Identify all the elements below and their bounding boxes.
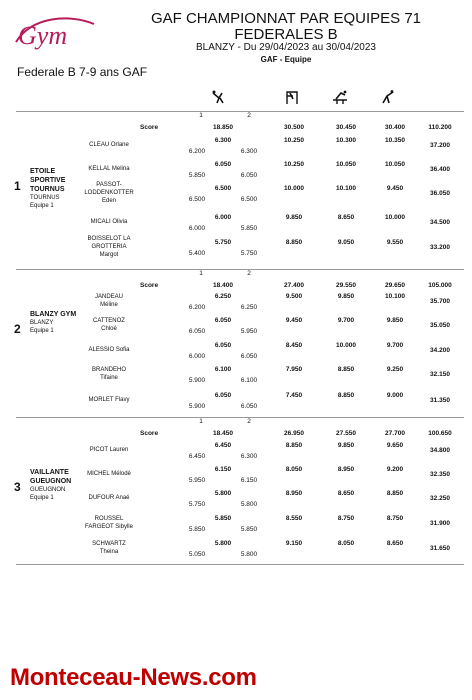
gymnast-name: SCHWARTZ	[92, 541, 126, 547]
gymnast-vault-score: 6.450	[214, 442, 232, 449]
team-rank: 2	[14, 322, 21, 336]
gymnast-name: Eden	[101, 198, 116, 204]
gymnast-name: LODDENKOTTER	[84, 190, 134, 196]
gymnast-vault-1: 6.500	[188, 196, 206, 203]
gymnast-vault-1: 5.850	[188, 172, 206, 179]
gymnast-total-score: 34.800	[430, 447, 450, 454]
gymnast-name: ROUSSEL	[94, 516, 124, 522]
event-dates: BLANZY - Du 29/04/2023 au 30/04/2023	[196, 42, 376, 53]
uneven-bars-icon	[284, 89, 300, 105]
gymnast-vault-1: 5.900	[188, 377, 206, 384]
gymnast-vault-score: 6.050	[214, 317, 232, 324]
gymnast-name: MICALI Olivia	[90, 219, 128, 225]
gymnast-total-score: 33.200	[430, 244, 450, 251]
gymnast-total-score: 37.200	[430, 142, 450, 149]
team-vault-score: 18.450	[213, 430, 233, 437]
column-number-1: 1	[199, 270, 203, 277]
gymnast-name: Margot	[99, 252, 119, 258]
gymnast-name: DUFOUR Anaé	[88, 495, 130, 501]
team-city: BLANZY	[30, 320, 54, 326]
team-vault-score: 18.400	[213, 282, 233, 289]
team-total-score: 100.650	[428, 430, 452, 437]
gymnast-vault-score: 6.500	[214, 185, 232, 192]
gym-logo	[10, 12, 98, 52]
team-floor-score: 29.650	[385, 282, 405, 289]
gymnast-beam-score: 9.850	[337, 442, 355, 449]
gymnast-beam-score: 8.650	[337, 490, 355, 497]
balance-beam-icon	[332, 89, 348, 105]
gymnast-floor-score: 8.750	[386, 515, 404, 522]
gymnast-name: BRANDEHO	[91, 367, 126, 373]
gymnast-floor-score: 9.700	[386, 342, 404, 349]
team-label: Equipe 1	[30, 328, 54, 334]
gymnast-floor-score: 10.350	[385, 137, 405, 144]
team-total-score: 105.000	[428, 282, 452, 289]
team-city: TOURNUS	[30, 195, 60, 201]
column-number-2: 2	[247, 270, 251, 277]
team-beam-score: 27.550	[336, 430, 356, 437]
gymnast-floor-score: 9.850	[386, 317, 404, 324]
gymnast-beam-score: 9.850	[337, 293, 355, 300]
gymnast-name: ALESSIO Sofia	[88, 347, 130, 353]
gymnast-total-score: 31.650	[430, 545, 450, 552]
gymnast-total-score: 36.050	[430, 190, 450, 197]
team-bars-score: 27.400	[284, 282, 304, 289]
gymnast-vault-2: 6.050	[240, 403, 258, 410]
gymnast-beam-score: 8.050	[337, 540, 355, 547]
team-beam-score: 29.550	[336, 282, 356, 289]
gymnast-vault-2: 6.250	[240, 304, 258, 311]
page-title: GAF CHAMPIONNAT PAR EQUIPES 71	[150, 10, 422, 27]
gymnast-total-score: 36.400	[430, 166, 450, 173]
team-floor-score: 27.700	[385, 430, 405, 437]
gymnast-floor-score: 9.250	[386, 366, 404, 373]
gymnast-vault-2: 6.050	[240, 172, 258, 179]
gymnast-beam-score: 10.100	[336, 185, 356, 192]
gymnast-vault-score: 6.000	[214, 214, 232, 221]
gymnast-bars-score: 8.850	[285, 442, 303, 449]
gymnast-vault-1: 5.900	[188, 403, 206, 410]
gymnast-name: Méline	[100, 302, 118, 308]
gymnast-total-score: 34.500	[430, 219, 450, 226]
gymnast-beam-score: 10.000	[336, 342, 356, 349]
gymnast-vault-score: 6.300	[214, 137, 232, 144]
divider	[16, 269, 464, 270]
team-label: Equipe 1	[30, 203, 54, 209]
gymnast-vault-2: 6.300	[240, 148, 258, 155]
gymnast-name: MICHEL Mélodé	[87, 471, 131, 477]
gymnast-floor-score: 10.000	[385, 214, 405, 221]
gymnast-vault-score: 5.800	[214, 490, 232, 497]
gymnast-vault-2: 5.850	[240, 526, 258, 533]
team-label: Equipe 1	[30, 495, 54, 501]
team-name: ETOILE	[30, 168, 56, 175]
column-number-2: 2	[247, 418, 251, 425]
vault-icon	[210, 89, 226, 105]
team-rank: 1	[14, 179, 21, 193]
gymnast-vault-1: 6.200	[188, 148, 206, 155]
gymnast-vault-2: 6.050	[240, 353, 258, 360]
gymnast-vault-score: 6.150	[214, 466, 232, 473]
gymnast-vault-2: 6.300	[240, 453, 258, 460]
gymnast-beam-score: 8.650	[337, 214, 355, 221]
gymnast-beam-score: 8.750	[337, 515, 355, 522]
gymnast-floor-score: 9.650	[386, 442, 404, 449]
gymnast-floor-score: 10.050	[385, 161, 405, 168]
gymnast-bars-score: 10.250	[284, 137, 304, 144]
gymnast-vault-score: 6.050	[214, 161, 232, 168]
gymnast-vault-1: 6.000	[188, 225, 206, 232]
team-name: SPORTIVE	[30, 177, 66, 184]
gymnast-vault-1: 5.750	[188, 501, 206, 508]
gymnast-vault-2: 5.850	[240, 225, 258, 232]
gymnast-floor-score: 9.450	[386, 185, 404, 192]
gymnast-total-score: 31.350	[430, 397, 450, 404]
gymnast-name: CLEAU Orlane	[89, 142, 129, 148]
gymnast-total-score: 31.900	[430, 520, 450, 527]
gymnast-total-score: 32.350	[430, 471, 450, 478]
gymnast-bars-score: 8.950	[285, 490, 303, 497]
page-subtitle: FEDERALES B	[234, 26, 338, 43]
gymnast-bars-score: 9.150	[285, 540, 303, 547]
gymnast-floor-score: 10.100	[385, 293, 405, 300]
divider	[16, 564, 464, 565]
gymnast-bars-score: 10.000	[284, 185, 304, 192]
gymnast-total-score: 35.700	[430, 298, 450, 305]
gymnast-bars-score: 8.050	[285, 466, 303, 473]
gymnast-vault-2: 5.800	[240, 501, 258, 508]
gymnast-vault-score: 6.250	[214, 293, 232, 300]
gymnast-bars-score: 7.450	[285, 392, 303, 399]
gymnast-name: KELLAL Melina	[88, 166, 130, 172]
category-label: Federale B 7-9 ans GAF	[17, 65, 148, 79]
gymnast-vault-score: 5.850	[214, 515, 232, 522]
gymnast-floor-score: 9.000	[386, 392, 404, 399]
gymnast-floor-score: 8.850	[386, 490, 404, 497]
gymnast-vault-2: 5.950	[240, 328, 258, 335]
team-name: VAILLANTE	[30, 469, 69, 476]
gymnast-name: Tifaine	[100, 375, 118, 381]
team-floor-score: 30.400	[385, 124, 405, 131]
floor-icon	[380, 89, 396, 105]
gymnast-vault-1: 6.050	[188, 328, 206, 335]
gymnast-beam-score: 9.700	[337, 317, 355, 324]
gymnast-name: GROTTERIA	[91, 244, 127, 250]
gymnast-bars-score: 9.850	[285, 214, 303, 221]
gymnast-beam-score: 10.050	[336, 161, 356, 168]
gymnast-name: BOISSELOT LA	[87, 236, 131, 242]
gymnast-vault-score: 5.750	[214, 239, 232, 246]
gymnast-total-score: 32.250	[430, 495, 450, 502]
gymnast-name: MORLET Flavy	[88, 397, 130, 403]
team-beam-score: 30.450	[336, 124, 356, 131]
gymnast-vault-2: 5.800	[240, 551, 258, 558]
footer-site: Monteceau-News.com	[10, 664, 257, 691]
gymnast-beam-score: 8.850	[337, 366, 355, 373]
column-number-1: 1	[199, 418, 203, 425]
gymnast-total-score: 35.050	[430, 322, 450, 329]
team-total-score: 110.200	[428, 124, 452, 131]
gymnast-bars-score: 8.450	[285, 342, 303, 349]
gymnast-bars-score: 7.950	[285, 366, 303, 373]
gymnast-bars-score: 9.450	[285, 317, 303, 324]
team-bars-score: 26.950	[284, 430, 304, 437]
gymnast-name: FARGEOT Sibylle	[85, 524, 133, 530]
gymnast-vault-2: 6.150	[240, 477, 258, 484]
team-name: BLANZY GYM	[30, 311, 77, 318]
gymnast-vault-1: 5.950	[188, 477, 206, 484]
gymnast-floor-score: 9.550	[386, 239, 404, 246]
gymnast-vault-score: 6.050	[214, 342, 232, 349]
gymnast-name: JANDEAU	[94, 294, 123, 300]
team-rank: 3	[14, 480, 21, 494]
gymnast-floor-score: 8.650	[386, 540, 404, 547]
gymnast-vault-score: 6.100	[214, 366, 232, 373]
gymnast-total-score: 32.150	[430, 371, 450, 378]
gymnast-name: Chloé	[101, 326, 117, 332]
gymnast-vault-1: 5.050	[188, 551, 206, 558]
gymnast-name: Theina	[99, 549, 119, 555]
team-name: TOURNUS	[30, 186, 65, 193]
gymnast-vault-1: 5.850	[188, 526, 206, 533]
team-city: GUEUGNON	[30, 487, 66, 493]
gymnast-total-score: 34.200	[430, 347, 450, 354]
gymnast-vault-score: 5.800	[214, 540, 232, 547]
divider	[16, 111, 464, 112]
score-label: Score	[140, 430, 159, 437]
column-number-2: 2	[247, 112, 251, 119]
team-name: GUEUGNON	[30, 478, 72, 485]
gymnast-bars-score: 8.550	[285, 515, 303, 522]
gymnast-beam-score: 8.850	[337, 392, 355, 399]
gymnast-beam-score: 8.950	[337, 466, 355, 473]
gymnast-name: PICOT Lauren	[89, 447, 129, 453]
gymnast-name: PASSOT-	[96, 182, 122, 188]
gymnast-floor-score: 9.200	[386, 466, 404, 473]
gymnast-vault-2: 6.100	[240, 377, 258, 384]
score-label: Score	[140, 124, 159, 131]
score-label: Score	[140, 282, 159, 289]
gymnast-beam-score: 10.300	[336, 137, 356, 144]
team-vault-score: 18.850	[213, 124, 233, 131]
gymnast-vault-1: 6.200	[188, 304, 206, 311]
gymnast-vault-1: 5.400	[188, 250, 206, 257]
gymnast-vault-score: 6.050	[214, 392, 232, 399]
gymnast-name: CATTENOZ	[93, 318, 125, 324]
team-bars-score: 30.500	[284, 124, 304, 131]
divider	[16, 417, 464, 418]
gymnast-vault-1: 6.450	[188, 453, 206, 460]
gymnast-vault-1: 6.000	[188, 353, 206, 360]
column-number-1: 1	[199, 112, 203, 119]
event-type: GAF - Equipe	[260, 55, 312, 64]
gymnast-bars-score: 9.500	[285, 293, 303, 300]
gymnast-beam-score: 9.050	[337, 239, 355, 246]
gymnast-bars-score: 8.850	[285, 239, 303, 246]
gymnast-vault-2: 6.500	[240, 196, 258, 203]
gymnast-vault-2: 5.750	[240, 250, 258, 257]
svg-text:Gym: Gym	[18, 21, 68, 50]
gymnast-bars-score: 10.250	[284, 161, 304, 168]
